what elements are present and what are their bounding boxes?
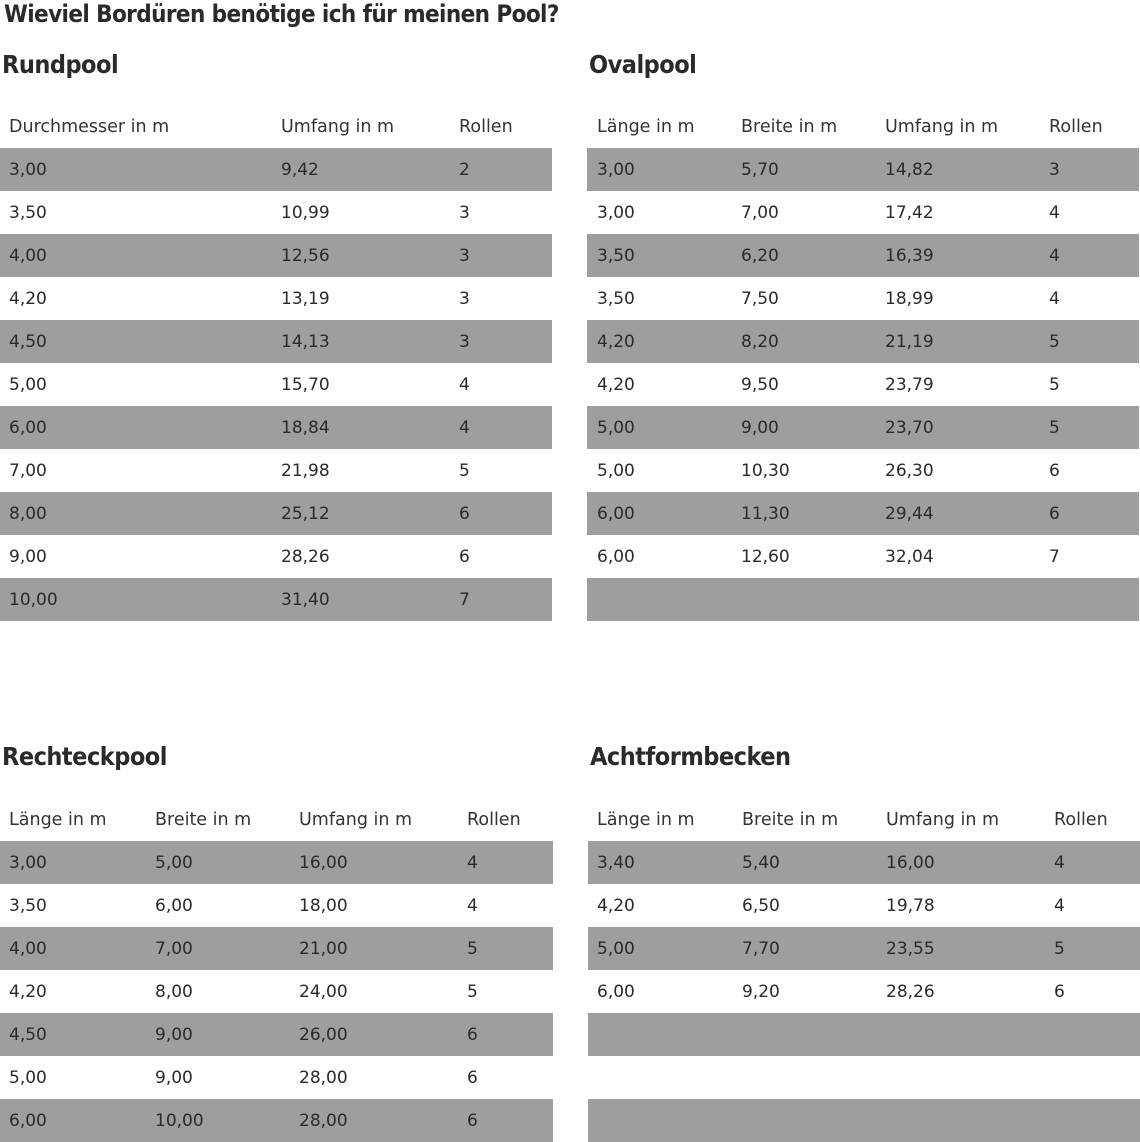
- section-title: Achtformbecken: [590, 742, 791, 771]
- table-row: [588, 884, 1140, 927]
- column-header: Umfang in m: [281, 117, 395, 137]
- table-cell: 4: [1049, 202, 1060, 223]
- table-cell: 5,00: [9, 1067, 47, 1088]
- column-header: Umfang in m: [885, 117, 999, 137]
- table-row: [0, 492, 552, 535]
- table-cell: 6,20: [741, 245, 779, 266]
- table-row: [588, 841, 1140, 884]
- table-cell: 10,99: [281, 202, 330, 223]
- table-header: [588, 799, 1140, 841]
- column-header: Durchmesser in m: [9, 117, 170, 137]
- table-row: [587, 406, 1139, 449]
- table-row: [588, 970, 1140, 1013]
- table-cell: 14,13: [281, 331, 330, 352]
- table-cell: 4: [1054, 852, 1065, 873]
- table-cell: 23,79: [885, 374, 934, 395]
- table-cell: 4,00: [9, 938, 47, 959]
- table-row: [588, 1099, 1140, 1142]
- table-cell: 3,40: [597, 852, 635, 873]
- table-row: [0, 884, 553, 927]
- table-row: [587, 320, 1139, 363]
- section-title: Rundpool: [2, 50, 119, 79]
- table-cell: 2: [459, 159, 470, 180]
- table-cell: 3,00: [597, 202, 635, 223]
- table-row: [0, 1099, 553, 1142]
- table-cell: 3,50: [9, 895, 47, 916]
- table-cell: 9,50: [741, 374, 779, 395]
- table-cell: 5: [1049, 374, 1060, 395]
- table-cell: 4,20: [9, 981, 47, 1002]
- table-row: [0, 363, 552, 406]
- table-cell: 3: [459, 331, 470, 352]
- table-row: [0, 191, 552, 234]
- table-row: [0, 148, 552, 191]
- table-cell: 4,50: [9, 331, 47, 352]
- table-cell: 3,50: [597, 245, 635, 266]
- table-row: [0, 277, 552, 320]
- table-cell: 6,00: [597, 546, 635, 567]
- table-cell: 5,40: [742, 852, 780, 873]
- table-achtformbecken: [588, 799, 1140, 1142]
- table-cell: 5: [1054, 938, 1065, 959]
- table-cell: 9,00: [155, 1024, 193, 1045]
- table-cell: 9,42: [281, 159, 319, 180]
- table-cell: 5,00: [9, 374, 47, 395]
- table-cell: 6: [467, 1110, 478, 1131]
- table-cell: 10,00: [155, 1110, 204, 1131]
- table-cell: 9,00: [155, 1067, 193, 1088]
- table-cell: 3,50: [9, 202, 47, 223]
- table-cell: 4,00: [9, 245, 47, 266]
- table-cell: 8,00: [9, 503, 47, 524]
- table-row: [0, 841, 553, 884]
- table-cell: 25,12: [281, 503, 330, 524]
- table-rechteckpool: [0, 799, 553, 1142]
- section-title: Rechteckpool: [2, 742, 167, 771]
- table-cell: 6,00: [597, 503, 635, 524]
- table-row: [587, 578, 1139, 621]
- table-row: [0, 970, 553, 1013]
- table-header: [0, 106, 552, 148]
- table-cell: 24,00: [299, 981, 348, 1002]
- table-cell: 28,26: [886, 981, 935, 1002]
- column-header: Länge in m: [597, 117, 695, 137]
- table-cell: 5: [467, 938, 478, 959]
- table-cell: 14,82: [885, 159, 934, 180]
- column-header: Umfang in m: [299, 810, 413, 830]
- table-cell: 10,00: [9, 589, 58, 610]
- column-header: Breite in m: [741, 117, 838, 137]
- table-row: [0, 535, 552, 578]
- table-row: [587, 363, 1139, 406]
- table-cell: 4: [1054, 895, 1065, 916]
- table-ovalpool: [587, 106, 1139, 621]
- table-cell: 6: [1054, 981, 1065, 1002]
- table-cell: 8,00: [155, 981, 193, 1002]
- table-cell: 5,00: [597, 460, 635, 481]
- table-cell: 10,30: [741, 460, 790, 481]
- table-cell: 21,98: [281, 460, 330, 481]
- table-row: [587, 535, 1139, 578]
- table-cell: 7,00: [9, 460, 47, 481]
- table-cell: 16,00: [299, 852, 348, 873]
- table-row: [0, 320, 552, 363]
- table-cell: 4: [467, 895, 478, 916]
- column-header: Breite in m: [742, 810, 839, 830]
- table-cell: 16,39: [885, 245, 934, 266]
- table-row: [588, 1013, 1140, 1056]
- table-row: [588, 927, 1140, 970]
- table-cell: 6,00: [9, 1110, 47, 1131]
- table-cell: 23,70: [885, 417, 934, 438]
- table-cell: 7,00: [155, 938, 193, 959]
- table-header: [0, 799, 553, 841]
- table-row: [587, 277, 1139, 320]
- section-title: Ovalpool: [589, 50, 697, 79]
- table-cell: 9,00: [9, 546, 47, 567]
- table-row: [588, 1056, 1140, 1099]
- table-cell: 13,19: [281, 288, 330, 309]
- table-cell: 18,84: [281, 417, 330, 438]
- table-row: [587, 148, 1139, 191]
- table-cell: 5: [1049, 417, 1060, 438]
- table-cell: 6: [1049, 460, 1060, 481]
- table-cell: 6,50: [742, 895, 780, 916]
- table-cell: 7: [1049, 546, 1060, 567]
- table-cell: 3: [459, 245, 470, 266]
- table-row: [587, 449, 1139, 492]
- table-cell: 28,00: [299, 1110, 348, 1131]
- table-cell: 16,00: [886, 852, 935, 873]
- table-cell: 3,00: [9, 852, 47, 873]
- table-rundpool: [0, 106, 552, 621]
- table-row: [587, 191, 1139, 234]
- table-cell: 4: [1049, 245, 1060, 266]
- table-cell: 21,19: [885, 331, 934, 352]
- table-cell: 6: [467, 1067, 478, 1088]
- table-cell: 3,00: [9, 159, 47, 180]
- table-cell: 9,20: [742, 981, 780, 1002]
- table-cell: 6: [467, 1024, 478, 1045]
- table-row: [0, 449, 552, 492]
- table-cell: 5,00: [597, 938, 635, 959]
- table-cell: 4,20: [597, 895, 635, 916]
- table-cell: 4,20: [597, 331, 635, 352]
- table-cell: 5: [459, 460, 470, 481]
- table-cell: 4: [1049, 288, 1060, 309]
- table-cell: 29,44: [885, 503, 934, 524]
- table-cell: 32,04: [885, 546, 934, 567]
- table-cell: 3: [459, 288, 470, 309]
- table-cell: 7: [459, 589, 470, 610]
- table-cell: 9,00: [741, 417, 779, 438]
- column-header: Länge in m: [597, 810, 695, 830]
- table-cell: 4: [459, 417, 470, 438]
- table-row: [0, 406, 552, 449]
- table-cell: 21,00: [299, 938, 348, 959]
- table-cell: 18,00: [299, 895, 348, 916]
- table-cell: 6,00: [9, 417, 47, 438]
- table-cell: 3,50: [597, 288, 635, 309]
- table-cell: 26,00: [299, 1024, 348, 1045]
- table-cell: 6,00: [597, 981, 635, 1002]
- table-row: [0, 927, 553, 970]
- table-cell: 6,00: [155, 895, 193, 916]
- table-row: [587, 234, 1139, 277]
- table-cell: 6: [459, 546, 470, 567]
- table-row: [0, 1056, 553, 1099]
- table-cell: 3: [1049, 159, 1060, 180]
- table-cell: 7,70: [742, 938, 780, 959]
- table-cell: 11,30: [741, 503, 790, 524]
- table-cell: 5: [467, 981, 478, 1002]
- table-cell: 15,70: [281, 374, 330, 395]
- column-header: Umfang in m: [886, 810, 1000, 830]
- column-header: Rollen: [1049, 117, 1103, 137]
- column-header: Rollen: [1054, 810, 1108, 830]
- table-cell: 12,60: [741, 546, 790, 567]
- table-cell: 5,70: [741, 159, 779, 180]
- table-cell: 5,00: [155, 852, 193, 873]
- table-cell: 4: [459, 374, 470, 395]
- table-header: [587, 106, 1139, 148]
- column-header: Rollen: [467, 810, 521, 830]
- column-header: Breite in m: [155, 810, 252, 830]
- table-cell: 18,99: [885, 288, 934, 309]
- table-cell: 6: [1049, 503, 1060, 524]
- table-row: [0, 1013, 553, 1056]
- table-cell: 31,40: [281, 589, 330, 610]
- table-row: [587, 492, 1139, 535]
- table-cell: 28,26: [281, 546, 330, 567]
- table-cell: 17,42: [885, 202, 934, 223]
- table-cell: 4,20: [9, 288, 47, 309]
- table-cell: 5,00: [597, 417, 635, 438]
- table-cell: 4,20: [597, 374, 635, 395]
- table-cell: 6: [459, 503, 470, 524]
- table-row: [0, 578, 552, 621]
- table-cell: 7,00: [741, 202, 779, 223]
- page-title: Wieviel Bordüren benötige ich für meinen Pool?: [4, 0, 559, 28]
- table-cell: 4,50: [9, 1024, 47, 1045]
- table-cell: 28,00: [299, 1067, 348, 1088]
- table-cell: 3,00: [597, 159, 635, 180]
- table-cell: 7,50: [741, 288, 779, 309]
- table-cell: 19,78: [886, 895, 935, 916]
- table-cell: 26,30: [885, 460, 934, 481]
- table-cell: 12,56: [281, 245, 330, 266]
- column-header: Rollen: [459, 117, 513, 137]
- table-cell: 8,20: [741, 331, 779, 352]
- column-header: Länge in m: [9, 810, 107, 830]
- table-cell: 5: [1049, 331, 1060, 352]
- table-cell: 4: [467, 852, 478, 873]
- table-cell: 23,55: [886, 938, 935, 959]
- table-row: [0, 234, 552, 277]
- table-cell: 3: [459, 202, 470, 223]
